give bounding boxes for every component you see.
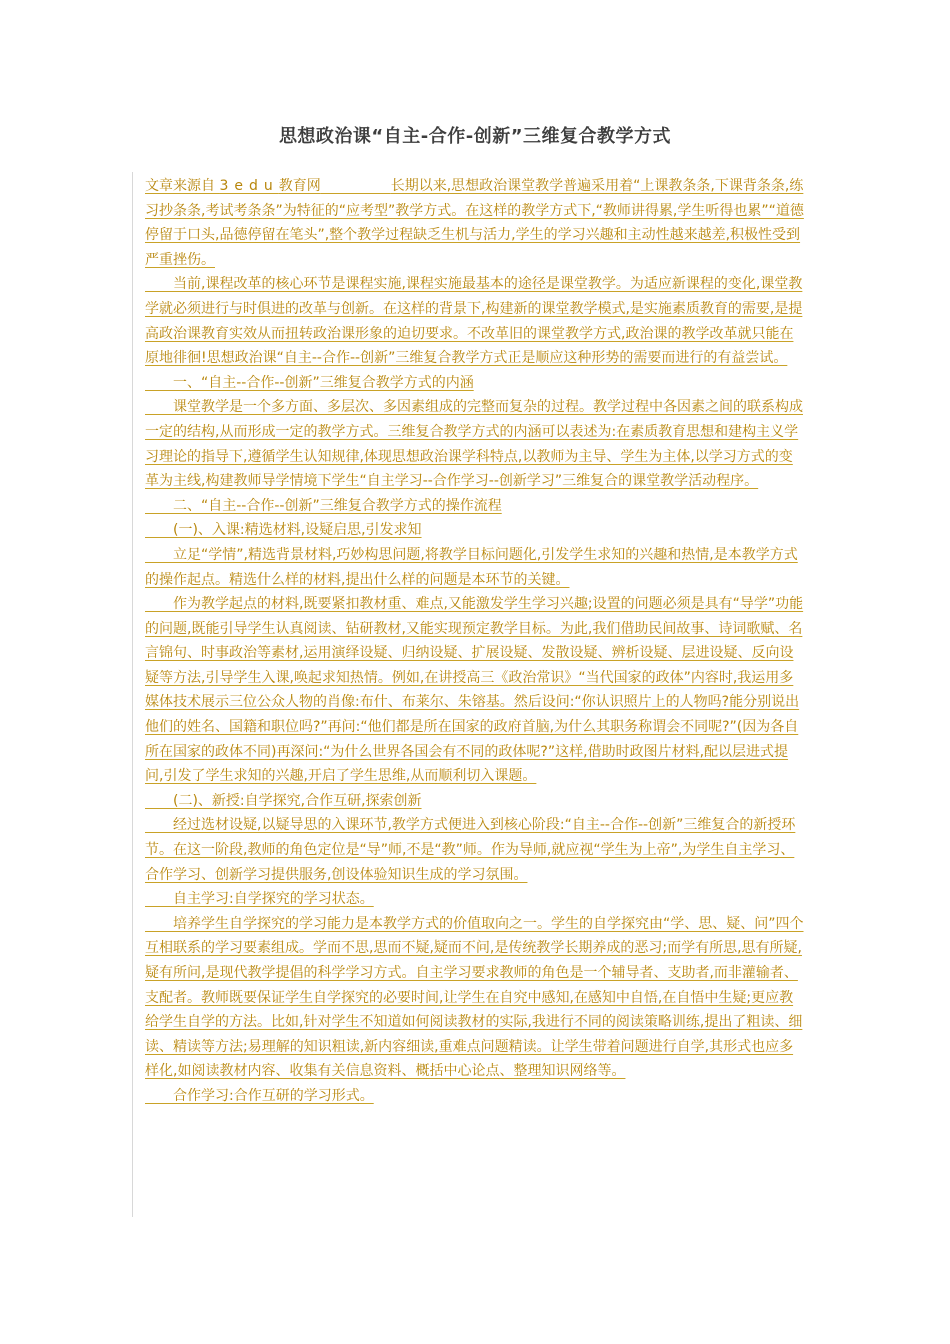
paragraph-text[interactable]: 当前,课程改革的核心环节是课程实施,课程实施最基本的途径是课堂教学。为适应新课程的变化,课堂教学就必须进行与时俱进的改革与创新。在这样的背景下,构建新的课堂教学模式,是实施素质教育的需要,是提高政治课教育实效从而扭转政治课形象的迫切要求。不改革旧的课堂教学方式,政治课的教学改革就只能在原地徘徊!思想政治课“自主--合作--创新”三维复合教学方式正是顺应这种形势的需要而进行的有益尝试。: [145, 276, 803, 367]
section-heading-2: [145, 494, 805, 519]
document-title: 思想政治课“自主-合作-创新”三维复合教学方式: [278, 126, 672, 147]
paragraph-text[interactable]: 作为教学起点的材料,既要紧扣教材重、难点,又能激发学生学习兴趣;设置的问题必须是具有“导学”功能的问题,既能引导学生认真阅读、钻研教材,又能实现预定教学目标。为此,我们借助民间故事、诗词歌赋、名言锦句、时事政治等素材,运用演绎设疑、归纳设疑、扩展设疑、发散设疑、辨析设疑、层进设疑、反向设疑等方法,引导学生入课,唤起求知热情。例如,在讲授高三《政治常识》“当代国家的政体”内容时,我运用多媒体技术展示三位公众人物的肖像:布什、布莱尔、朱镕基。然后设问:“你认识照片上的人物吗?能分别说出他们的姓名、国籍和职位吗?”再问:“他们都是所在国家的政府首脑,为什么其职务称谓会不同呢?”(因为各自所在国家的政体不同)再深问:“为什么世界各国会有不同的政体呢?”这样,借助时政图片材料,配以层进式提问,引发了学生求知的兴趣,开启了学生思维,从而顺利切入课题。: [145, 596, 804, 785]
heading-text[interactable]: 合作学习:合作互研的学习形式。: [145, 1087, 374, 1104]
source-prefix: 文章来源自: [145, 178, 215, 194]
article-paragraph-6: [145, 543, 805, 592]
article-body: [145, 174, 805, 1109]
subsection-heading-2: [145, 789, 805, 814]
article-paragraph-1: [145, 272, 805, 370]
paragraph-text: 长期以来,思想政治课堂教学普遍采用着“上课教条条,下课背条条,练习抄条条,考试考条条”为特征的“应考型”教学方式。在这样的教学方式下,“教师讲得累,学生听得也累”“道德停留于口头,品德停留在笔头”,整个教学过程缺乏生机与活力,学生的学习兴趣和主动性越来越差,积极性受到严重挫伤。: [145, 178, 804, 268]
article-paragraph-9: [145, 813, 805, 887]
source-spacer: [321, 178, 391, 194]
topic-heading-cooperative: [145, 1084, 805, 1109]
article-paragraph-7: [145, 592, 805, 789]
paragraph-text[interactable]: 经过选材设疑,以疑导思的入课环节,教学方式便进入到核心阶段:“自主--合作--创新”三维复合的新授环节。在这一阶段,教师的角色定位是“导”师,不是“教”师。作为导师,就应视“学生为上帝”,为学生自主学习、合作学习、创新学习提供服务,创设体验知识生成的学习氛围。: [145, 817, 796, 883]
source-line[interactable]: [145, 178, 804, 268]
section-heading-1: [145, 371, 805, 396]
heading-text[interactable]: (二)、新授:自学探究,合作互研,探索创新: [145, 792, 422, 809]
source-site: 3edu: [219, 178, 279, 194]
article-paragraph-11: [145, 912, 805, 1084]
left-margin-rule: [132, 172, 133, 1217]
subsection-heading-1: [145, 518, 805, 543]
paragraph-text[interactable]: 立足“学情”,精选背景材料,巧妙构思问题,将教学目标问题化,引发学生求知的兴趣和热情,是本教学方式的操作起点。精选什么样的材料,提出什么样的问题是本环节的关键。: [145, 546, 798, 588]
article-paragraph-0: [145, 174, 805, 272]
source-suffix: 教育网: [278, 178, 321, 194]
heading-text[interactable]: (一)、入课:精选材料,设疑启思,引发求知: [145, 522, 422, 539]
topic-heading-self-study: [145, 887, 805, 912]
paragraph-text[interactable]: 培养学生自学探究的学习能力是本教学方式的价值取向之一。学生的自学探究由“学、思、疑、问”四个互相联系的学习要素组成。学而不思,思而不疑,疑而不问,是传统教学长期养成的恶习;而学有所思,思有所疑,疑有所问,是现代教学提倡的科学学习方式。自主学习要求教师的角色是一个辅导者、支助者,而非灌输者、支配者。教师既要保证学生自学探究的必要时间,让学生在自究中感知,在感知中自悟,在自悟中生疑;更应教给学生自学的方法。比如,针对学生不知道如何阅读教材的实际,我进行不同的阅读策略训练,提出了粗读、细读、精读等方法;易理解的知识粗读,新内容细读,重难点问题精读。让学生带着问题进行自学,其形式也应多样化,如阅读教材内容、收集有关信息资料、概括中心论点、整理知识网络等。: [145, 915, 804, 1080]
paragraph-text[interactable]: 课堂教学是一个多方面、多层次、多因素组成的完整而复杂的过程。教学过程中各因素之间的联系构成一定的结构,从而形成一定的教学方式。三维复合教学方式的内涵可以表述为:在素质教育思想和建构主义学习理论的指导下,遵循学生认知规律,体现思想政治课学科特点,以教师为主导、学生为主体,以学习方式的变革为主线,构建教师导学情境下学生“自主学习--合作学习--创新学习”三维复合的课堂教学活动程序。: [145, 399, 803, 490]
heading-text[interactable]: 二、“自主--合作--创新”三维复合教学方式的操作流程: [145, 497, 502, 514]
heading-text[interactable]: 一、“自主--合作--创新”三维复合教学方式的内涵: [145, 374, 474, 391]
heading-text[interactable]: 自主学习:自学探究的学习状态。: [145, 891, 374, 908]
article-paragraph-3: [145, 395, 805, 493]
